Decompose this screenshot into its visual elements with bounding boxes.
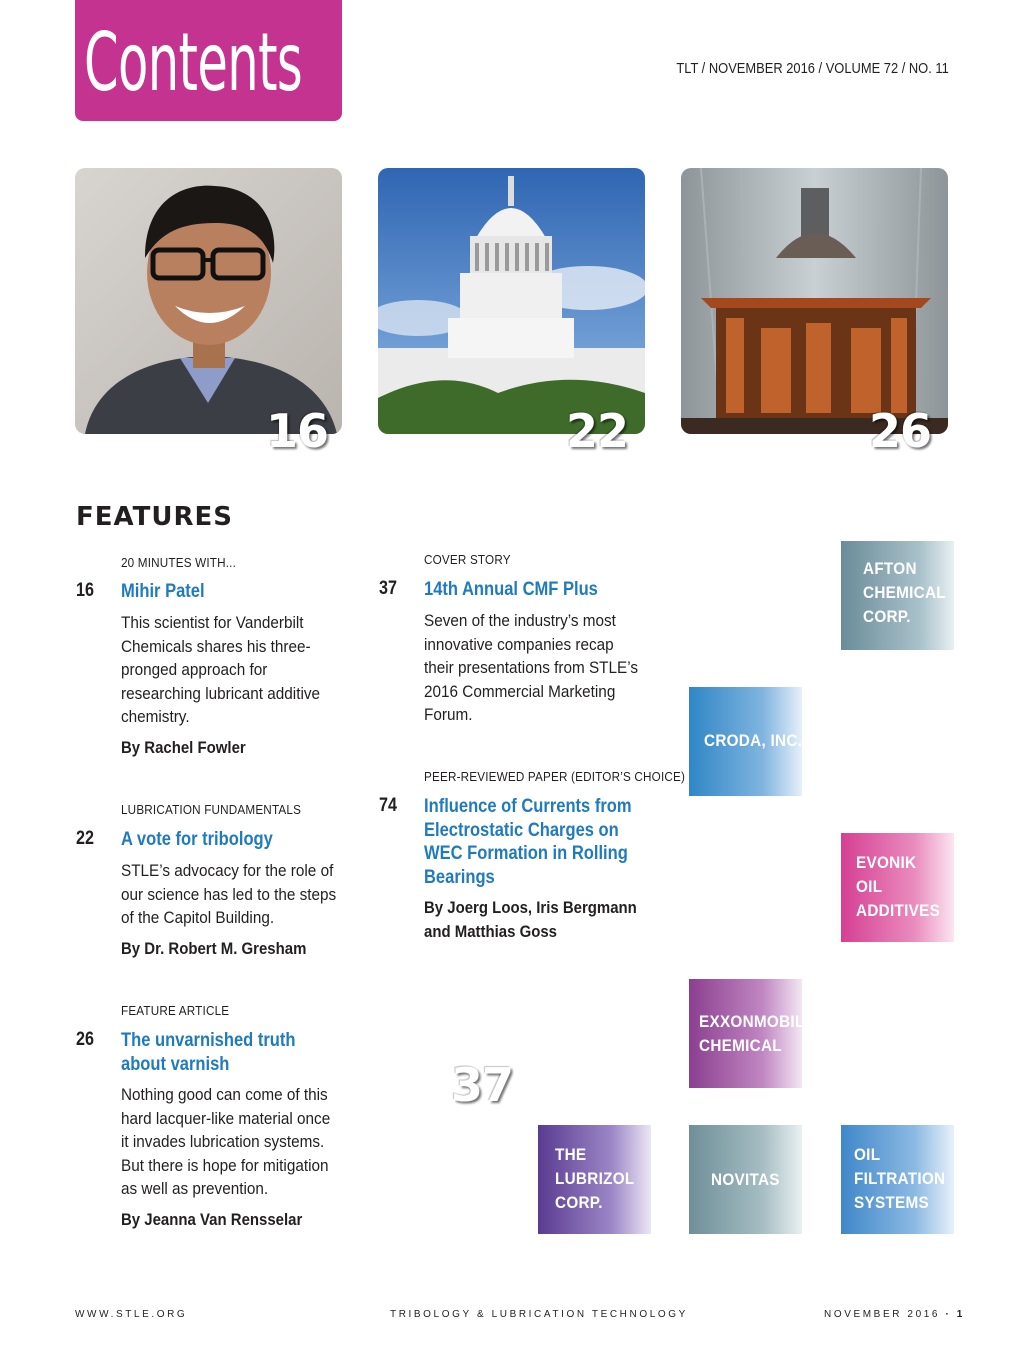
article-page-number: 26: [76, 1029, 94, 1050]
company-tile-evonik[interactable]: EVONIK OIL ADDITIVES: [841, 833, 954, 942]
issue-info: TLT / NOVEMBER 2016 / VOLUME 72 / NO. 11: [676, 60, 949, 77]
footer-website[interactable]: WWW.STLE.ORG: [75, 1309, 188, 1320]
footer-page-number: 1: [956, 1309, 965, 1320]
article-kicker: LUBRICATION FUNDAMENTALS: [121, 802, 302, 817]
footer-separator: ·: [945, 1309, 952, 1320]
article-kicker: 20 MINUTES WITH...: [121, 555, 237, 570]
article-deck: Nothing good can come of this hard lacquer-like material once it invades lubrication systems. But there is hope for mitigation as well as prevention.: [121, 1085, 331, 1198]
article-byline: By Joerg Loos, Iris Bergmann and Matthias Goss: [424, 898, 637, 941]
article-headline[interactable]: Mihir Patel: [121, 581, 205, 602]
article-kicker: FEATURE ARTICLE: [121, 1003, 230, 1018]
cmf-page-number: 37: [451, 1058, 514, 1112]
footer-date: NOVEMBER 2016: [824, 1309, 941, 1320]
section-heading: FEATURES: [76, 502, 233, 532]
company-tile-exxonmobil[interactable]: EXXONMOBIL CHEMICAL: [689, 979, 802, 1088]
photo-portrait[interactable]: [75, 168, 342, 434]
article-byline: By Jeanna Van Rensselar: [121, 1210, 303, 1229]
article-deck: STLE’s advocacy for the role of our science has led to the steps of the Capitol Building.: [121, 861, 337, 927]
photo-capitol[interactable]: [378, 168, 645, 434]
company-tile-afton[interactable]: AFTON CHEMICAL CORP.: [841, 541, 954, 650]
article-page-number: 16: [76, 580, 94, 601]
article-byline: By Rachel Fowler: [121, 738, 246, 757]
company-tile-novitas[interactable]: NOVITAS: [689, 1125, 802, 1234]
company-tile-oil-filtration[interactable]: OIL FILTRATION SYSTEMS: [841, 1125, 954, 1234]
article-headline[interactable]: Influence of Currents from Electrostatic Charges on WEC Formation in Rolling Bearings: [424, 796, 632, 888]
article-page-number: 22: [76, 828, 94, 849]
article-kicker: PEER-REVIEWED PAPER (EDITOR’S CHOICE): [424, 769, 686, 784]
article-page-number: 74: [379, 795, 397, 816]
article-headline[interactable]: 14th Annual CMF Plus: [424, 579, 598, 600]
article-headline[interactable]: The unvarnished truth about varnish: [121, 1030, 296, 1075]
contents-banner: [75, 0, 342, 121]
photo-page-number: 16: [266, 404, 329, 458]
company-tile-croda[interactable]: CRODA, INC.: [689, 687, 802, 796]
article-page-number: 37: [379, 578, 397, 599]
article-deck: Seven of the industry’s most innovative companies recap their presentations from STLE’s 2016 Commercial Marketing Forum.: [424, 611, 639, 724]
article-kicker: COVER STORY: [424, 552, 511, 567]
photo-industrial-plant[interactable]: [681, 168, 948, 434]
photo-page-number: 22: [566, 404, 629, 458]
photo-page-number: 26: [869, 404, 932, 458]
footer-publication: TRIBOLOGY & LUBRICATION TECHNOLOGY: [390, 1309, 688, 1320]
page-title: Contents: [84, 16, 303, 109]
footer-page-info: [824, 1309, 965, 1320]
article-byline: By Dr. Robert M. Gresham: [121, 939, 307, 958]
article-deck: This scientist for Vanderbilt Chemicals shares his three- pronged approach for researching lubricant additive chemistry.: [121, 613, 321, 726]
company-tile-lubrizol[interactable]: THE LUBRIZOL CORP.: [538, 1125, 651, 1234]
article-headline[interactable]: A vote for tribology: [121, 829, 273, 850]
